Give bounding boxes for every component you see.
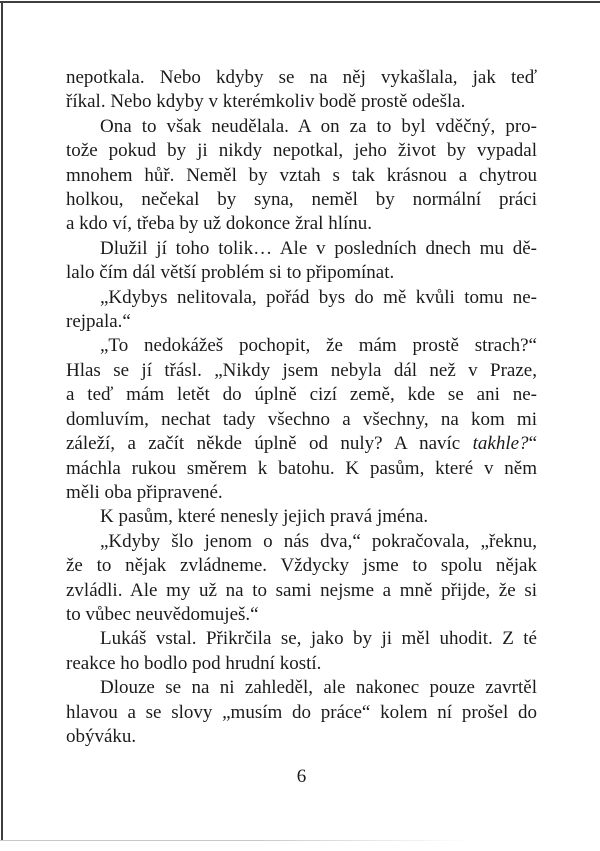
paragraph bbox=[66, 334, 537, 505]
paragraph bbox=[66, 676, 537, 749]
text-line bbox=[66, 432, 537, 456]
text-line: domluvím, nechat tady všechno a všechny, na kom mi bbox=[66, 408, 537, 430]
text-line: Dlužil jí toho tolik… Ale v posledních dnech mu dě- bbox=[100, 237, 537, 259]
text-block bbox=[66, 66, 537, 749]
text-line: nepotkala. Nebo kdyby se na něj vykašlala, jak teď bbox=[66, 67, 537, 88]
text-line: Hlas se jí třásl. „Nikdy jsem nebyla dál než v Praze, bbox=[66, 359, 537, 381]
paragraph bbox=[66, 237, 537, 286]
paragraph bbox=[66, 530, 537, 628]
text-line: a teď mám letět do úplně cizí země, kde se ani ne- bbox=[66, 384, 537, 406]
plain-text: záleží, a začít někde úplně od nuly? A navíc bbox=[66, 433, 473, 455]
page-edge-top bbox=[0, 1, 600, 3]
page-edge-bottom bbox=[0, 840, 470, 841]
text-line: „To nedokážeš pochopit, že mám prostě strach?“ bbox=[100, 335, 537, 357]
page-edge-left bbox=[1, 1, 3, 841]
text-line: obýváku. bbox=[66, 725, 137, 747]
text-line: K pasům, které nenesly jejich pravá jména. bbox=[100, 506, 429, 528]
text-line: říkal. Nebo kdyby v kterémkoliv bodě prostě odešla. bbox=[66, 91, 466, 113]
text-line: reakce ho bodlo pod hrudní kostí. bbox=[66, 652, 322, 674]
text-line: Dlouze se na ni zahleděl, ale nakonec pouze zavrtěl bbox=[100, 677, 537, 699]
text-line: „Kdyby šlo jenom o nás dva,“ pokračovala, „řeknu, bbox=[100, 530, 537, 552]
text-line: holkou, nečekal by syna, neměl by normální práci bbox=[66, 189, 537, 211]
paragraph bbox=[66, 115, 537, 237]
text-line: Ona to však neudělala. A on za to byl vděčný, pro- bbox=[100, 115, 537, 137]
plain-text: “ bbox=[528, 433, 537, 455]
text-line: mnohem hůř. Neměl by vztah s tak krásnou a chytrou bbox=[66, 164, 537, 186]
text-line: že to nějak zvládneme. Vždycky jsme to spolu nějak bbox=[66, 555, 537, 577]
text-line: a kdo ví, třeba by už dokonce žral hlínu. bbox=[66, 213, 373, 235]
paragraph bbox=[66, 66, 537, 115]
page-number: 6 bbox=[296, 766, 307, 787]
text-line: „Kdybys nelitovala, pořád bys do mě kvůli tomu ne- bbox=[100, 286, 537, 308]
paragraph bbox=[66, 627, 537, 676]
text-line: hlavou a se slovy „musím do práce“ kolem ní prošel do bbox=[66, 701, 537, 723]
paragraph bbox=[66, 286, 537, 335]
text-line: Lukáš vstal. Přikrčila se, jako by ji měl uhodit. Z té bbox=[100, 628, 537, 650]
text-line: máchla rukou směrem k batohu. K pasům, které v něm bbox=[66, 457, 537, 479]
text-line: tože pokud by ji nikdy nepotkal, jeho život by vypadal bbox=[66, 140, 537, 162]
paragraph bbox=[66, 505, 537, 529]
text-line: to vůbec neuvědomuješ.“ bbox=[66, 603, 259, 625]
italic-text: takhle? bbox=[472, 433, 529, 455]
text-line: rejpala.“ bbox=[66, 311, 131, 333]
text-line: měli oba připravené. bbox=[66, 481, 223, 503]
text-line: lalo čím dál větší problém si to připomínat. bbox=[66, 262, 395, 284]
text-line: zvládli. Ale my už na to sami nejsme a mně přijde, že si bbox=[66, 579, 537, 601]
